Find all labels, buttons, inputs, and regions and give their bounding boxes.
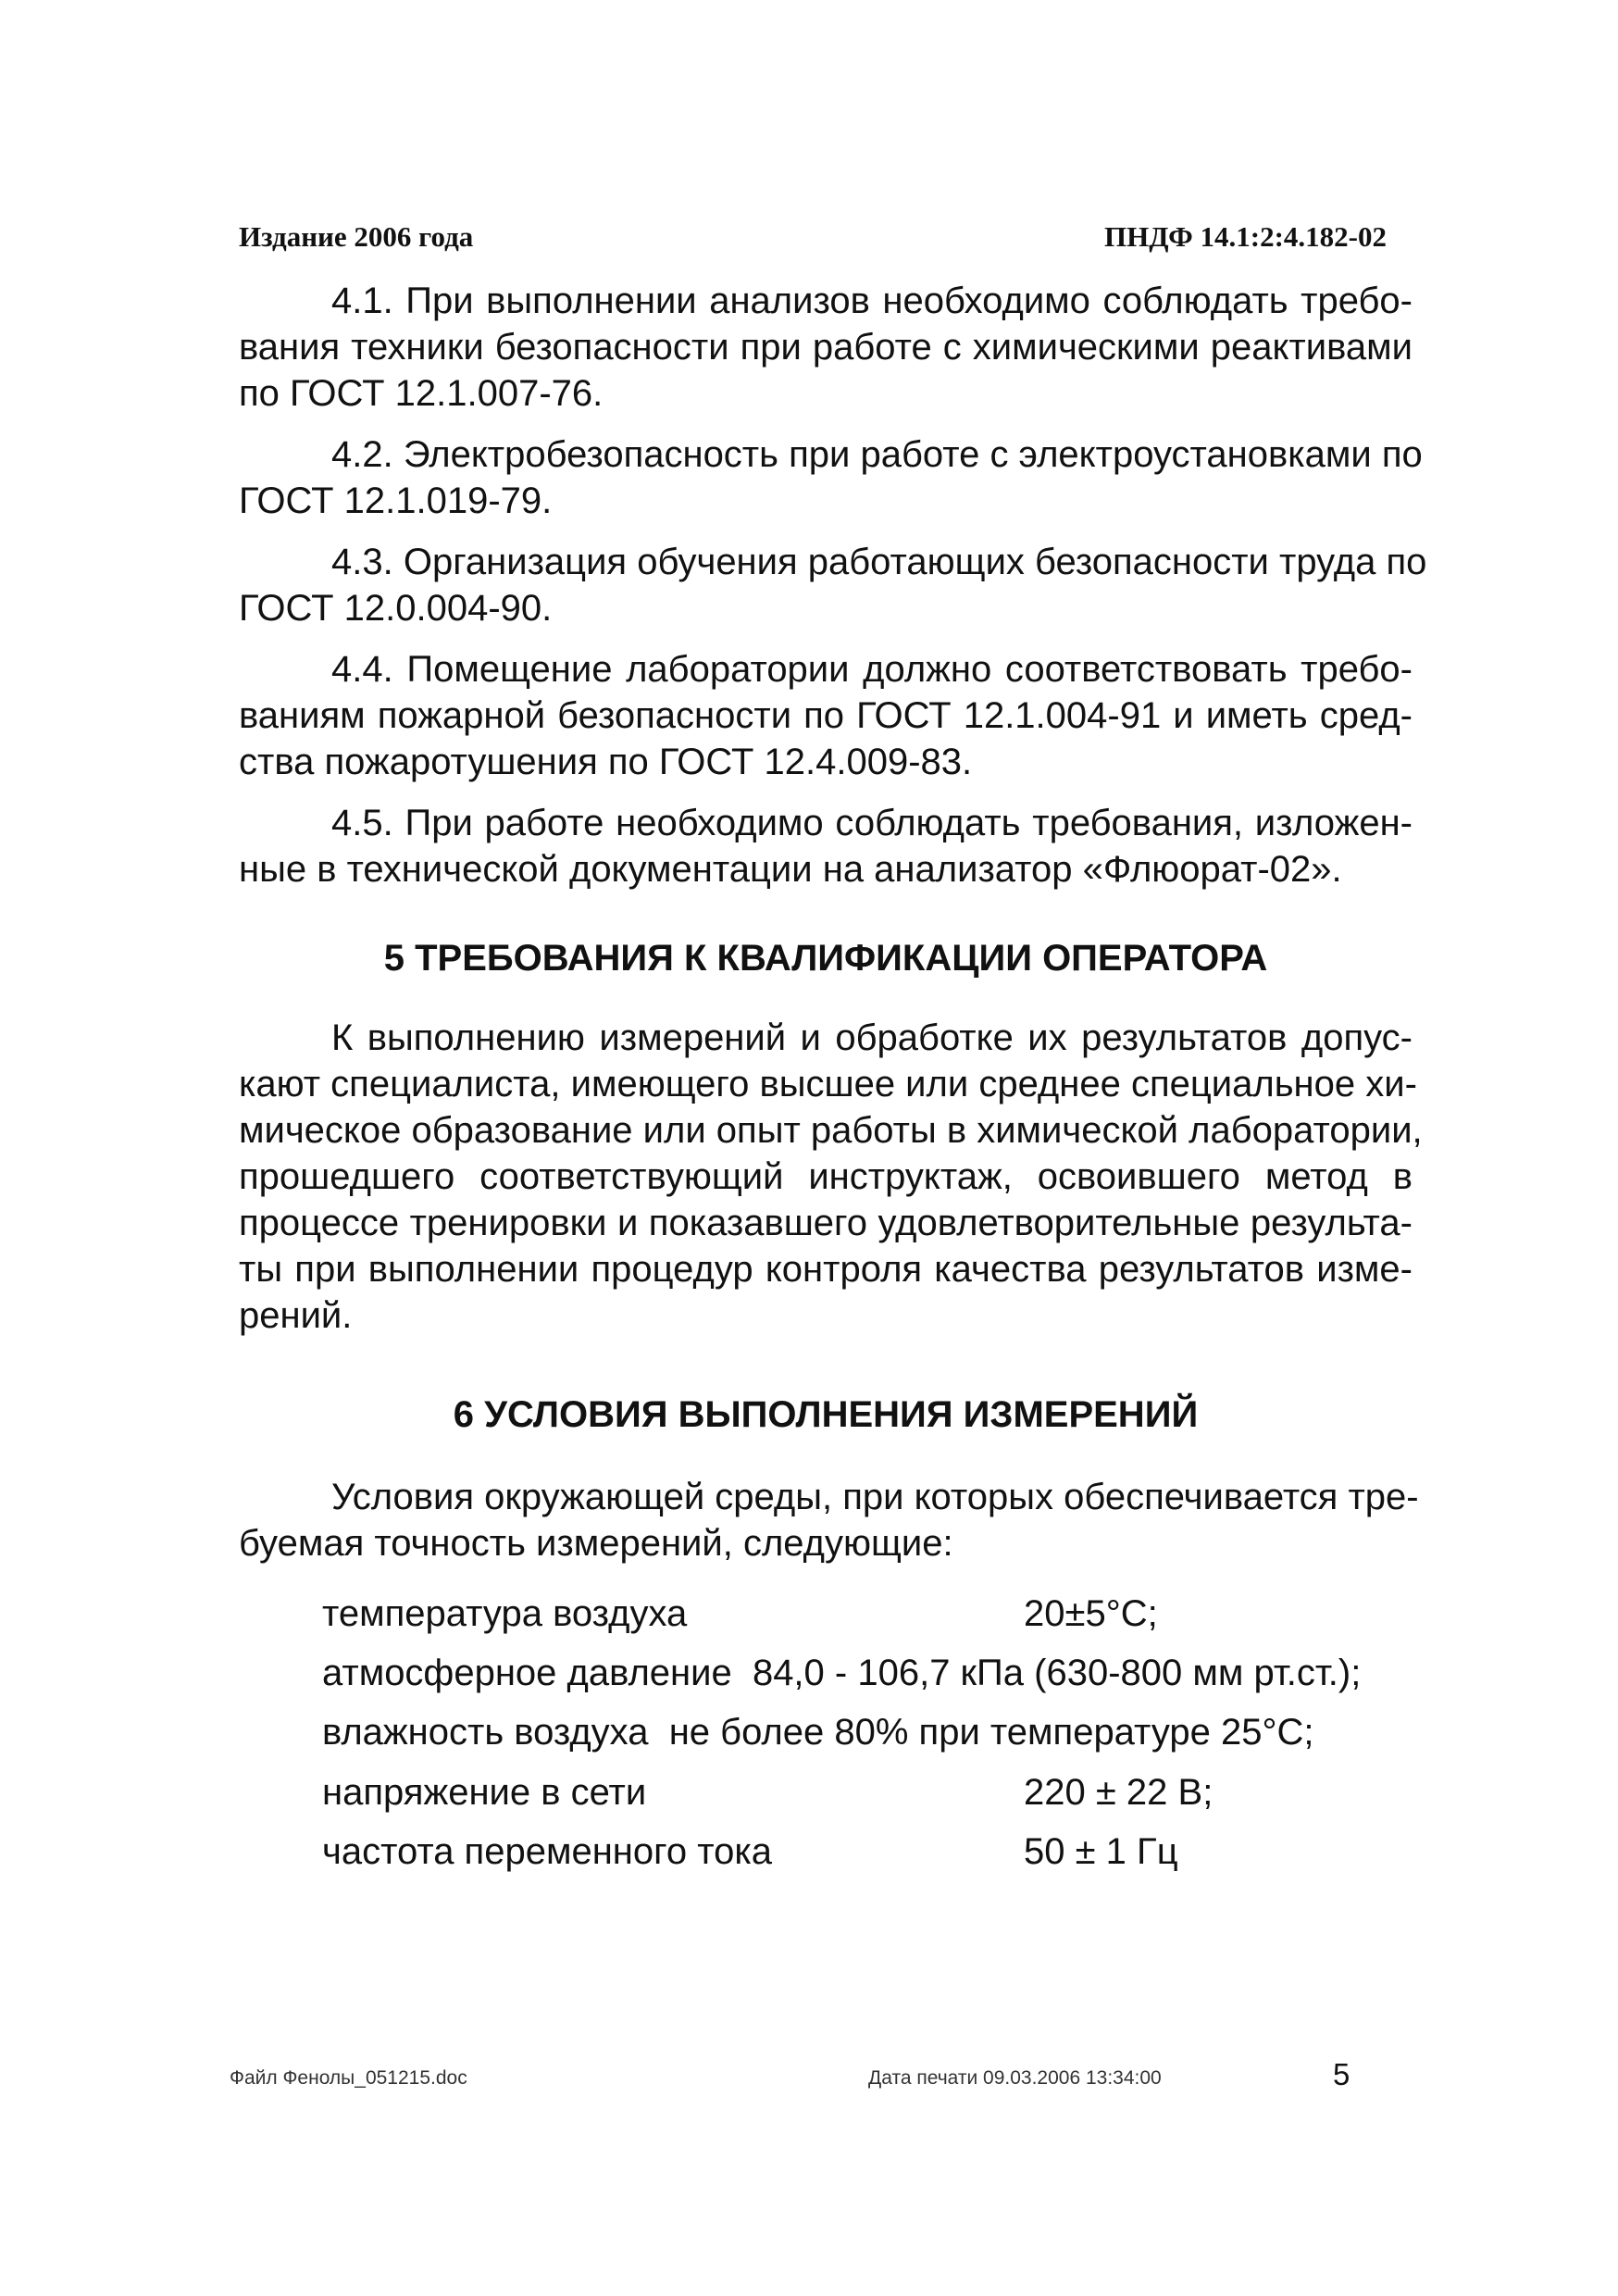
condition-text: атмосферное давление 84,0 - 106,7 кПа (630-800 мм рт.ст.); xyxy=(322,1653,1362,1693)
text-line: буемая точность измерений, следующие: xyxy=(239,1523,953,1564)
section-6-intro xyxy=(239,1474,1419,1566)
text-line: прошедшего соответствующий инструктаж, освоившего метод в xyxy=(239,1156,1413,1197)
text-line: 4.2. Электробезопасность при работе с электроустановками по xyxy=(331,434,1423,475)
page-header xyxy=(239,220,1387,257)
condition-value: 50 ± 1 Гц xyxy=(1024,1831,1178,1872)
footer-file-name: Файл Фенолы_051215.doc xyxy=(230,2067,467,2089)
text-line: ные в технической документации на анализатор «Флюорат-02». xyxy=(239,849,1342,890)
text-line: ты при выполнении процедур контроля качества результатов изме- xyxy=(239,1249,1413,1290)
document-code: ПНДФ 14.1:2:4.182-02 xyxy=(1104,220,1387,253)
condition-text: влажность воздуха не более 80% при температуре 25°С; xyxy=(322,1712,1314,1753)
text-line: ства пожаротушения по ГОСТ 12.4.009-83. xyxy=(239,742,973,782)
text-line: 4.5. При работе необходимо соблюдать требования, изложен- xyxy=(331,803,1413,843)
condition-value: 20±5°С; xyxy=(1024,1593,1158,1634)
footer-print-date: Дата печати 09.03.2006 13:34:00 xyxy=(868,2067,1162,2089)
text-line: процессе тренировки и показавшего удовлетворительные результа- xyxy=(239,1203,1413,1243)
text-line: ГОСТ 12.1.019-79. xyxy=(239,480,553,521)
text-line: мическое образование или опыт работы в химической лаборатории, xyxy=(239,1110,1423,1151)
text-line: рений. xyxy=(239,1295,353,1336)
section-6-heading: 6 УСЛОВИЯ ВЫПОЛНЕНИЯ ИЗМЕРЕНИЙ xyxy=(453,1394,1199,1435)
condition-value: 220 ± 22 В; xyxy=(1024,1772,1214,1813)
condition-label: частота переменного тока xyxy=(322,1831,772,1872)
paragraph-4-4 xyxy=(239,646,1413,785)
text-line: 4.4. Помещение лаборатории должно соответствовать требо- xyxy=(331,649,1413,690)
paragraph-4-1 xyxy=(239,278,1413,417)
condition-label: напряжение в сети xyxy=(322,1772,647,1813)
text-line: ГОСТ 12.0.004-90. xyxy=(239,588,553,629)
text-line: К выполнению измерений и обработке их результатов допус- xyxy=(331,1017,1413,1058)
paragraph-4-3 xyxy=(239,539,1427,631)
paragraph-4-2 xyxy=(239,431,1423,524)
text-line: кают специалиста, имеющего высшее или среднее специальное хи- xyxy=(239,1064,1417,1104)
paragraph-4-5 xyxy=(239,800,1413,892)
section-5-heading: 5 ТРЕБОВАНИЯ К КВАЛИФИКАЦИИ ОПЕРАТОРА xyxy=(383,938,1268,979)
text-line: вания техники безопасности при работе с химическими реактивами xyxy=(239,327,1413,368)
text-line: Условия окружающей среды, при которых обеспечивается тре- xyxy=(331,1477,1419,1517)
condition-label: температура воздуха xyxy=(322,1593,688,1634)
text-line: 4.1. При выполнении анализов необходимо соблюдать требо- xyxy=(331,281,1413,321)
text-line: по ГОСТ 12.1.007-76. xyxy=(239,373,604,414)
edition-label: Издание 2006 года xyxy=(239,220,474,253)
page-number: 5 xyxy=(1333,2057,1350,2091)
section-5-paragraph xyxy=(239,1015,1423,1339)
text-line: 4.3. Организация обучения работающих безопасности труда по xyxy=(331,542,1427,582)
text-line: ваниям пожарной безопасности по ГОСТ 12.1.004-91 и иметь сред- xyxy=(239,695,1413,736)
